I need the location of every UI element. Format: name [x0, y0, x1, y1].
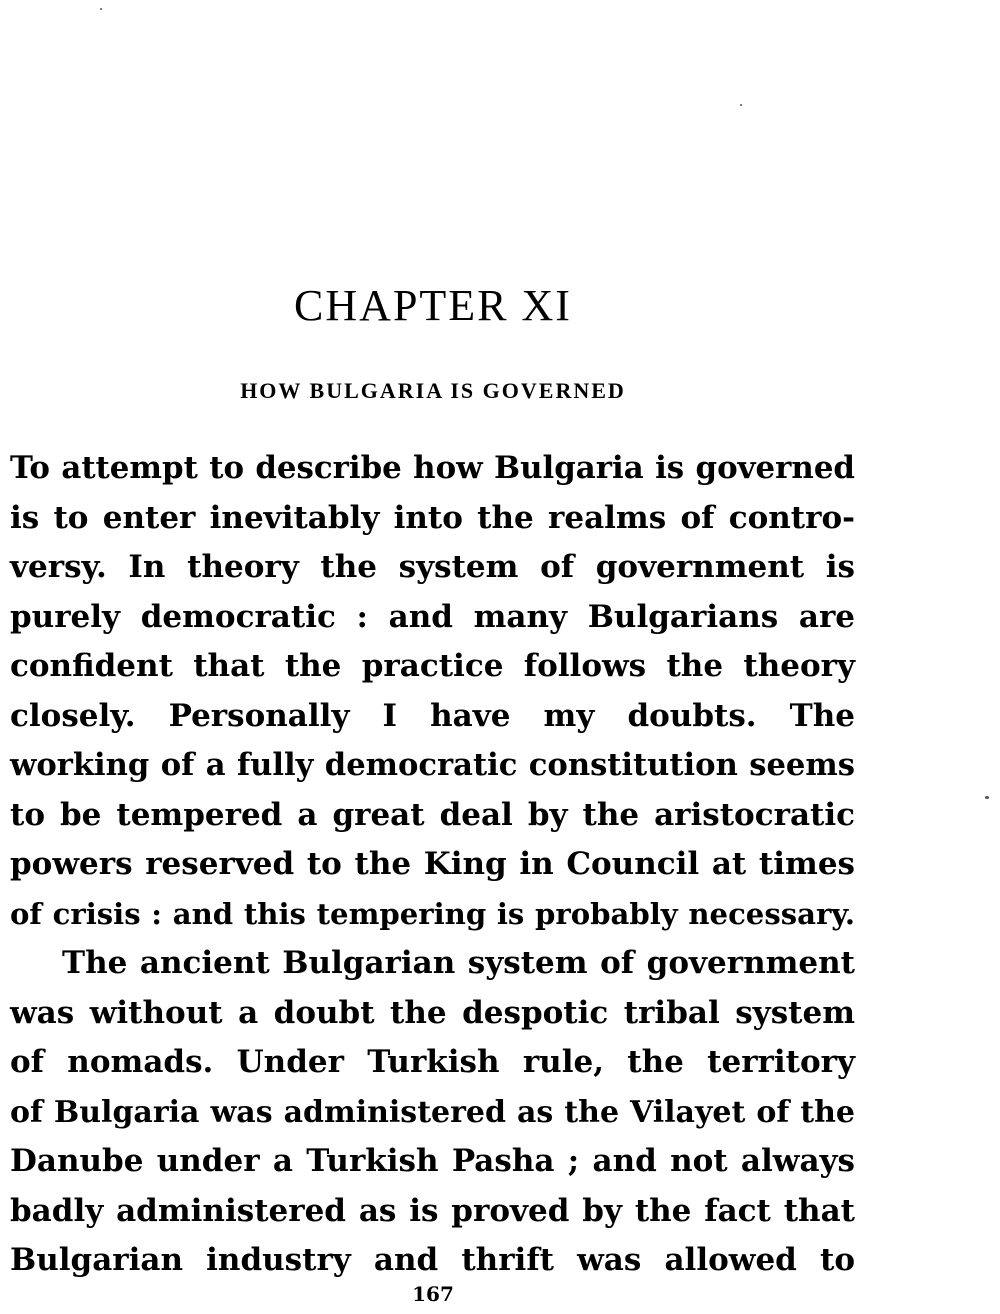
text-line: of nomads. Under Turkish rule, the territory	[10, 1044, 855, 1080]
text-line: confident that the practice follows the theory	[10, 648, 855, 684]
chapter-subtitle: HOW BULGARIA IS GOVERNED	[240, 378, 626, 403]
text-line: badly administered as is proved by the fact that	[10, 1192, 855, 1229]
chapter-title: CHAPTER XI	[294, 281, 572, 330]
text-line: was without a doubt the despotic tribal system	[10, 994, 855, 1031]
text-line: powers reserved to the King in Council at times	[10, 846, 855, 882]
text-line: The ancient Bulgarian system of government	[62, 945, 855, 981]
text-line: closely. Personally I have my doubts. The	[10, 697, 855, 734]
body-text	[10, 444, 855, 1286]
text-line: To attempt to describe how Bulgaria is governed	[10, 450, 855, 486]
text-line: Bulgarian industry and thrift was allowed to	[10, 1242, 855, 1278]
text-line: is to enter inevitably into the realms of contro-	[10, 499, 855, 536]
text-line: Danube under a Turkish Pasha ; and not always	[10, 1143, 855, 1179]
page-number: 167	[412, 1282, 454, 1306]
scan-speck	[100, 8, 102, 10]
text-line: purely democratic : and many Bulgarians are	[10, 598, 855, 635]
text-line: to be tempered a great deal by the aristocratic	[10, 796, 855, 833]
scan-speck	[985, 796, 989, 799]
scan-speck	[740, 104, 742, 106]
text-line: of crisis : and this tempering is probably necessary.	[10, 896, 855, 931]
text-line: versy. In theory the system of government is	[10, 549, 855, 585]
text-line: of Bulgaria was administered as the Vilayet of the	[10, 1094, 855, 1130]
text-line: working of a fully democratic constitution seems	[10, 747, 855, 783]
